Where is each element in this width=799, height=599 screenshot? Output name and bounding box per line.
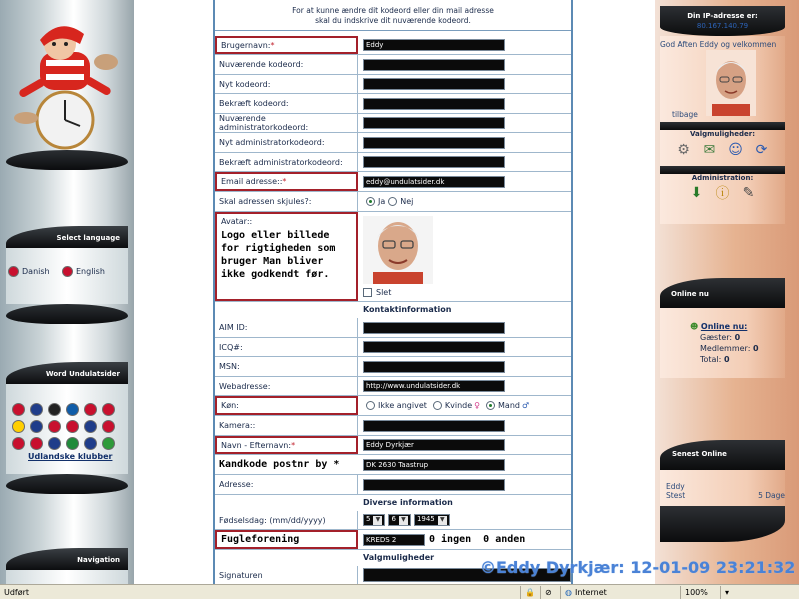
email-row	[215, 172, 571, 192]
avatar-note: Logo eller billede for rigtigheden som bruger Man bliver ikke godkendt før.	[221, 230, 336, 280]
country-flag-icon[interactable]	[48, 420, 61, 433]
current-admin-password-input[interactable]	[363, 117, 505, 129]
greeting-text: God Aften Eddy og velkommen	[660, 40, 777, 49]
zone-cell	[560, 586, 680, 599]
admin-heading: Administration:	[691, 174, 754, 182]
latest-days: 5 Dage	[758, 491, 785, 500]
website-row	[215, 377, 571, 396]
camera-row	[215, 416, 571, 436]
language-english-label: English	[76, 267, 105, 276]
total-count: 0	[723, 355, 730, 364]
right-divider-2	[660, 166, 785, 174]
hide-address-no-radio[interactable]	[388, 197, 397, 206]
new-admin-password-row	[215, 133, 571, 153]
english-flag-icon	[62, 266, 73, 277]
chevron-down-icon: ▼	[399, 516, 408, 525]
left-divider-1	[6, 150, 128, 170]
country-flag-icon[interactable]	[12, 420, 25, 433]
options-heading: Valgmuligheder:	[690, 130, 755, 138]
gender-label: Køn:	[215, 396, 358, 415]
delete-avatar-checkbox[interactable]	[363, 288, 372, 297]
globe-icon: ◍	[565, 587, 572, 597]
admin-icons	[660, 183, 785, 203]
form-intro	[215, 0, 571, 31]
zoom-control[interactable]	[680, 586, 720, 599]
icq-row	[215, 338, 571, 357]
country-flag-icon[interactable]	[84, 437, 97, 450]
ip-value: 80.167.140.79	[696, 22, 749, 30]
chevron-down-icon: ▼	[373, 516, 382, 525]
confirm-password-label: Bekræft kodeord:	[215, 94, 358, 113]
language-danish[interactable]	[8, 266, 50, 277]
left-divider-2	[6, 304, 128, 324]
mail-icon[interactable]: ✉	[703, 142, 716, 158]
copyright-watermark: ©Eddy Dyrkjær: 12-01-09 23:21:32	[480, 558, 796, 577]
avatar-row	[215, 212, 571, 302]
right-divider-1	[660, 122, 785, 130]
confirm-admin-password-row	[215, 153, 571, 172]
gender-male-label: Mand	[498, 401, 520, 410]
aim-input[interactable]	[363, 322, 505, 334]
users-icon[interactable]: ☺	[728, 142, 743, 158]
birthday-row	[215, 511, 571, 530]
left-divider-3	[6, 474, 128, 494]
avatar-label-box	[215, 212, 358, 301]
navigation-panel	[6, 570, 128, 584]
greeting-back-text: tilbage	[672, 110, 698, 119]
foreign-clubs-link[interactable]: Udlandske klubber	[28, 452, 113, 461]
current-password-label: Nuværende kodeord:	[215, 55, 358, 74]
club-label: Fugleforening	[215, 530, 358, 549]
contact-section-heading: Kontaktinformation	[363, 305, 452, 314]
gender-row	[215, 396, 571, 416]
postal-input[interactable]: DK 2630 Taastrup	[363, 459, 505, 471]
club-options: 0 ingen 0 anden	[429, 534, 526, 545]
name-input[interactable]: Eddy Dyrkjær	[363, 439, 505, 451]
intro-line-1: For at kunne ændre dit kodeord eller din mail adresse	[292, 6, 494, 15]
username-row	[215, 36, 571, 55]
mascot-clock-logo	[10, 22, 120, 152]
security-icon: 🔒	[520, 586, 540, 599]
language-english[interactable]	[62, 266, 105, 277]
confirm-admin-password-input[interactable]	[363, 156, 505, 168]
hide-address-row	[215, 192, 571, 212]
aim-label: AIM ID:	[215, 318, 358, 337]
members-count: 0	[752, 344, 759, 353]
country-flag-icon[interactable]	[102, 437, 115, 450]
gender-unspecified-radio[interactable]	[366, 401, 375, 410]
name-row	[215, 436, 571, 455]
latest-surname: Stest	[666, 491, 686, 500]
latest-online-heading: Senest Online	[672, 450, 727, 458]
country-flag-icon[interactable]	[30, 420, 43, 433]
gender-male-radio[interactable]	[486, 401, 495, 410]
msn-input[interactable]	[363, 361, 505, 373]
male-icon: ♂	[521, 401, 530, 410]
country-flag-icon[interactable]	[66, 420, 79, 433]
female-icon: ♀	[474, 401, 481, 410]
latest-online-entry	[660, 482, 785, 500]
website-label: Webadresse:	[215, 377, 358, 395]
tools-icon[interactable]: ✎	[742, 185, 755, 201]
country-flag-icon[interactable]	[102, 403, 115, 416]
email-label: Email adresse:: *	[215, 172, 358, 191]
camera-label: Kamera::	[215, 416, 358, 435]
hide-address-yes-label: Ja	[378, 197, 386, 206]
misc-section-heading: Diverse information	[363, 498, 453, 507]
country-flag-icon[interactable]	[66, 437, 79, 450]
ip-icon[interactable]: ⓘ	[715, 186, 730, 202]
club-row	[215, 530, 571, 550]
new-admin-password-label: Nyt administratorkodeord:	[215, 133, 358, 152]
address-row	[215, 475, 571, 495]
msn-row	[215, 357, 571, 377]
select-language-heading: Select language	[6, 226, 128, 248]
latest-name[interactable]: Eddy	[666, 482, 685, 491]
hide-address-label: Skal adressen skjules?:	[215, 192, 358, 211]
country-flag-icon[interactable]	[84, 420, 97, 433]
signature-label: Signaturen	[215, 566, 358, 584]
new-password-row	[215, 75, 571, 94]
world-flags-grid	[12, 403, 118, 450]
name-label: Navn - Efternavn: *	[215, 436, 358, 454]
online-heading: Online nu	[671, 290, 709, 298]
word-undulatsider-heading: Word Undulatsider	[6, 362, 128, 384]
gender-female-label: Kvinde	[444, 401, 473, 410]
username-label: Brugernavn: *	[215, 36, 358, 54]
sync-icon[interactable]: ⟳	[755, 142, 768, 158]
chevron-down-icon: ▼	[438, 516, 447, 525]
gear-icon[interactable]: ⚙	[677, 142, 690, 158]
gender-female-radio[interactable]	[433, 401, 442, 410]
options-section-heading: Valgmuligheder	[363, 553, 435, 562]
country-flag-icon[interactable]	[102, 420, 115, 433]
country-flag-icon[interactable]	[12, 437, 25, 450]
navigation-heading: Navigation	[6, 548, 128, 570]
confirm-admin-password-label: Bekræft administratorkodeord:	[215, 153, 358, 171]
user-photo	[706, 50, 756, 116]
right-bottom-band	[660, 506, 785, 542]
online-users-icon: ☻	[690, 322, 699, 331]
address-input[interactable]	[363, 479, 505, 491]
online-stats	[690, 321, 759, 365]
confirm-password-input[interactable]	[363, 98, 505, 110]
profile-edit-form	[213, 0, 573, 584]
postal-row	[215, 455, 571, 475]
icq-input[interactable]	[363, 341, 505, 353]
email-input[interactable]: eddy@undulatsider.dk	[363, 176, 505, 188]
new-password-label: Nyt kodeord:	[215, 75, 358, 93]
download-icon[interactable]: ⬇	[690, 185, 703, 201]
username-input[interactable]: Eddy	[363, 39, 505, 51]
country-flag-icon[interactable]	[48, 437, 61, 450]
hide-address-no-label: Nej	[400, 197, 414, 206]
new-admin-password-input[interactable]	[363, 137, 505, 149]
country-flag-icon[interactable]	[30, 437, 43, 450]
protected-mode-icon: ⊘	[540, 586, 560, 599]
current-admin-password-label: Nuværende administratorkodeord:	[215, 114, 358, 132]
postal-label: Kandkode postnr by *	[215, 455, 358, 474]
total-label: Total:	[700, 355, 722, 364]
status-text: Udført	[4, 587, 30, 597]
address-label: Adresse:	[215, 475, 358, 494]
birthday-label: Fødselsdag: (mm/dd/yyyy)	[215, 511, 358, 529]
current-password-row	[215, 55, 571, 75]
club-select[interactable]: KREDS 2	[363, 534, 425, 546]
country-flag-icon[interactable]	[30, 403, 43, 416]
avatar-photo	[363, 216, 433, 284]
zoom-value: 100%	[685, 587, 708, 597]
website-input[interactable]: http://www.undulatsider.dk	[363, 380, 505, 392]
current-admin-password-row	[215, 114, 571, 133]
birth-day-select[interactable]: 6 ▼	[388, 514, 410, 526]
country-flag-icon[interactable]	[48, 403, 61, 416]
ip-panel	[660, 6, 785, 36]
icq-label: ICQ#:	[215, 338, 358, 356]
delete-avatar-label: Slet	[376, 288, 392, 297]
danish-flag-icon	[8, 266, 19, 277]
new-password-input[interactable]	[363, 78, 505, 90]
camera-input[interactable]	[363, 420, 505, 432]
confirm-password-row	[215, 94, 571, 114]
avatar-label: Avatar::	[221, 217, 253, 226]
intro-line-2: skal du indskrive dit nuværende kodeord.	[315, 16, 471, 25]
language-danish-label: Danish	[22, 267, 50, 276]
left-sidebar	[0, 0, 134, 584]
zoom-chevron-down-icon[interactable]: ▾	[720, 586, 732, 599]
ip-heading: Din IP-adresse er:	[687, 12, 758, 20]
browser-statusbar	[0, 584, 799, 599]
birth-month-select[interactable]: 5 ▼	[363, 514, 385, 526]
current-password-input[interactable]	[363, 59, 505, 71]
guests-label: Gæster:	[700, 333, 733, 342]
birth-year-select[interactable]: 1945 ▼	[414, 514, 450, 526]
gender-unspecified-label: Ikke angivet	[378, 401, 427, 410]
country-flag-icon[interactable]	[12, 403, 25, 416]
hide-address-yes-radio[interactable]	[366, 197, 375, 206]
country-flag-icon[interactable]	[84, 403, 97, 416]
guests-count: 0	[734, 333, 741, 342]
zone-label: Internet	[574, 587, 607, 597]
country-flag-icon[interactable]	[66, 403, 79, 416]
options-icons	[660, 140, 785, 160]
msn-label: MSN:	[215, 357, 358, 376]
aim-row	[215, 318, 571, 338]
online-now-link[interactable]: Online nu:	[700, 322, 748, 331]
members-label: Medlemmer:	[700, 344, 751, 353]
